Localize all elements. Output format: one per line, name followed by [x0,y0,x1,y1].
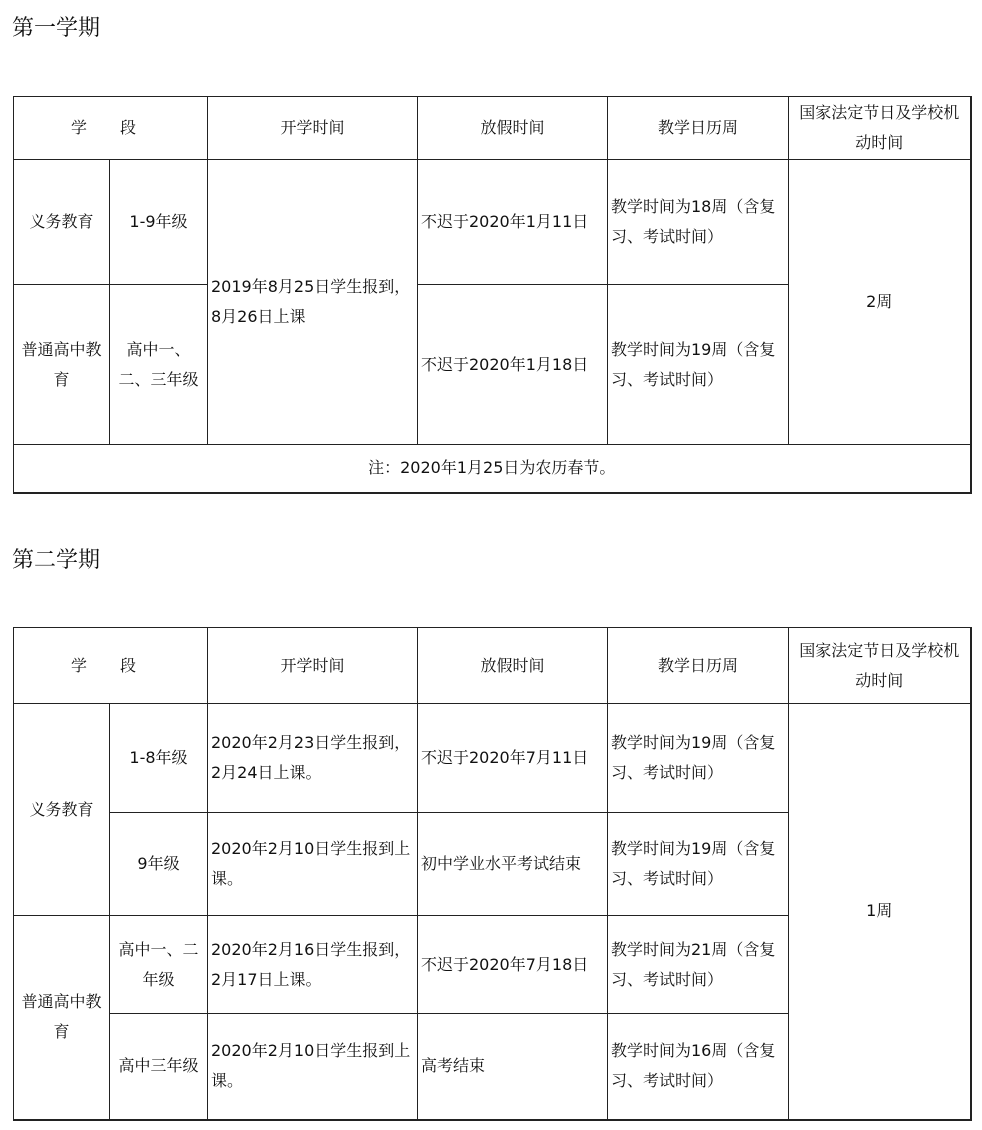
weeks-cell: 教学时间为19周（含复习、考试时间） [608,813,789,916]
note-row [14,445,971,493]
table-row [14,704,971,813]
header-holiday: 放假时间 [418,628,608,704]
header-row [14,628,971,704]
holiday-cell: 不迟于2020年1月18日 [418,285,608,445]
semester2-table [13,627,972,1121]
header-holiday: 放假时间 [418,97,608,160]
stage-highschool: 普通高中教育 [14,916,110,1120]
semester1-table [13,96,972,494]
holiday-cell: 不迟于2020年7月18日 [418,916,608,1014]
header-weeks: 教学日历周 [608,628,789,704]
stage-compulsory: 义务教育 [14,160,110,285]
start-date-cell: 2020年2月23日学生报到，2月24日上课。 [208,704,418,813]
start-date-cell: 2020年2月10日学生报到上课。 [208,813,418,916]
stage-highschool: 普通高中教育 [14,285,110,445]
header-flex: 国家法定节日及学校机动时间 [789,628,971,704]
flex-time-cell: 2周 [789,160,971,445]
grade-cell: 1-9年级 [110,160,208,285]
header-start: 开学时间 [208,97,418,160]
start-date-cell: 2019年8月25日学生报到，8月26日上课 [208,160,418,445]
holiday-cell: 高考结束 [418,1014,608,1120]
grade-cell: 9年级 [110,813,208,916]
holiday-cell: 不迟于2020年1月11日 [418,160,608,285]
start-date-cell: 2020年2月16日学生报到，2月17日上课。 [208,916,418,1014]
header-stage: 学 段 [14,97,208,160]
grade-cell: 1-8年级 [110,704,208,813]
table-row [14,160,971,285]
start-date-cell: 2020年2月10日学生报到上课。 [208,1014,418,1120]
weeks-cell: 教学时间为19周（含复习、考试时间） [608,704,789,813]
header-start: 开学时间 [208,628,418,704]
grade-cell: 高中三年级 [110,1014,208,1120]
grade-cell: 高中一、二、三年级 [110,285,208,445]
flex-time-cell: 1周 [789,704,971,1120]
semester1-title: 第一学期 [12,16,101,41]
note-cell: 注：2020年1月25日为农历春节。 [14,445,971,493]
semester2-title: 第二学期 [12,548,101,573]
header-row [14,97,971,160]
weeks-cell: 教学时间为16周（含复习、考试时间） [608,1014,789,1120]
weeks-cell: 教学时间为21周（含复习、考试时间） [608,916,789,1014]
stage-compulsory: 义务教育 [14,704,110,916]
weeks-cell: 教学时间为18周（含复习、考试时间） [608,160,789,285]
holiday-cell: 不迟于2020年7月11日 [418,704,608,813]
header-flex: 国家法定节日及学校机动时间 [789,97,971,160]
header-stage: 学 段 [14,628,208,704]
grade-cell: 高中一、二年级 [110,916,208,1014]
holiday-cell: 初中学业水平考试结束 [418,813,608,916]
weeks-cell: 教学时间为19周（含复习、考试时间） [608,285,789,445]
header-weeks: 教学日历周 [608,97,789,160]
